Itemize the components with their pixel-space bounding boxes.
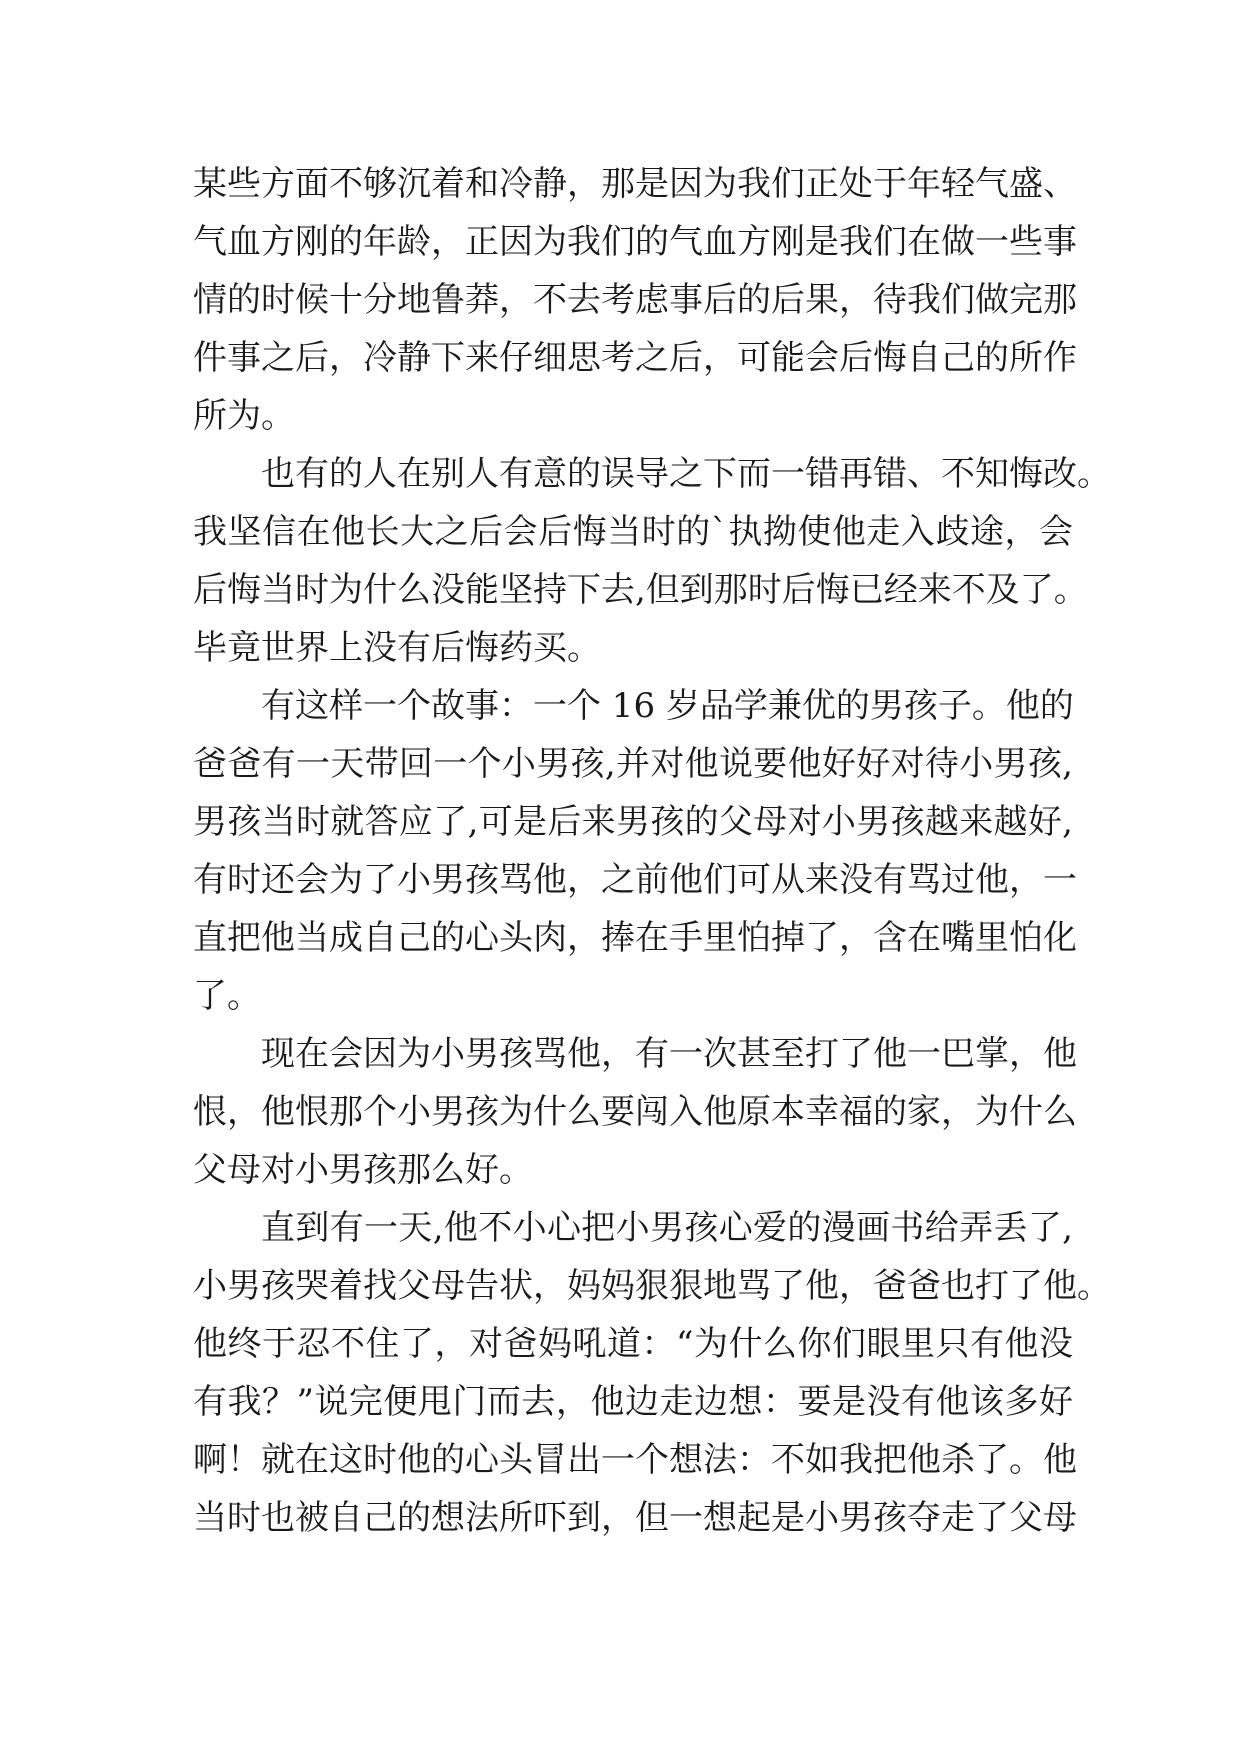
text-line: 直把他当成自己的心头肉，捧在手里怕掉了，含在嘴里怕化 xyxy=(193,918,1077,958)
paragraph-first-line: 直到有一天,他不小心把小男孩心爱的漫画书给弄丢了, xyxy=(261,1208,1073,1248)
text-line: 某些方面不够沉着和冷静，那是因为我们正处于年轻气盛、 xyxy=(193,164,1077,204)
text-line: 小男孩哭着找父母告状，妈妈狠狠地骂了他，爸爸也打了他。 xyxy=(193,1266,1111,1306)
text-line: 气血方刚的年龄，正因为我们的气血方刚是我们在做一些事 xyxy=(193,222,1077,262)
text-line: 我坚信在他长大之后会后悔当时的`执拗使他走入歧途，会 xyxy=(193,512,1073,552)
text-line: 了。 xyxy=(193,976,261,1016)
text-line: 父母对小男孩那么好。 xyxy=(193,1150,533,1190)
text-line: 所为。 xyxy=(193,396,295,436)
text-line: 恨，他恨那个小男孩为什么要闯入他原本幸福的家，为什么 xyxy=(193,1092,1077,1132)
text-line: 后悔当时为什么没能坚持下去,但到那时后悔已经来不及了。 xyxy=(193,570,1088,610)
text-line: 情的时候十分地鲁莽，不去考虑事后的后果，待我们做完那 xyxy=(193,280,1077,320)
text-line: 啊！就在这时他的心头冒出一个想法：不如我把他杀了。他 xyxy=(193,1440,1077,1480)
document-body xyxy=(193,155,1111,1547)
text-line: 当时也被自己的想法所吓到，但一想起是小男孩夺走了父母 xyxy=(193,1498,1077,1538)
text-line: 件事之后，冷静下来仔细思考之后，可能会后悔自己的所作 xyxy=(193,338,1077,378)
text-line: 有我？”说完便甩门而去，他边走边想：要是没有他该多好 xyxy=(193,1382,1073,1422)
text-line: 有时还会为了小男孩骂他，之前他们可从来没有骂过他，一 xyxy=(193,860,1077,900)
text-line: 男孩当时就答应了,可是后来男孩的父母对小男孩越来越好, xyxy=(193,802,1073,842)
text-line: 爸爸有一天带回一个小男孩,并对他说要他好好对待小男孩, xyxy=(193,744,1073,784)
paragraph-first-line: 有这样一个故事：一个 16 岁品学兼优的男孩子。他的 xyxy=(261,686,1074,726)
paragraph-first-line: 现在会因为小男孩骂他，有一次甚至打了他一巴掌，他 xyxy=(261,1034,1077,1074)
text-line: 他终于忍不住了，对爸妈吼道：“为什么你们眼里只有他没 xyxy=(193,1324,1073,1364)
paragraph-first-line: 也有的人在别人有意的误导之下而一错再错、不知悔改。 xyxy=(261,454,1111,494)
text-line: 毕竟世界上没有后悔药买。 xyxy=(193,628,601,668)
